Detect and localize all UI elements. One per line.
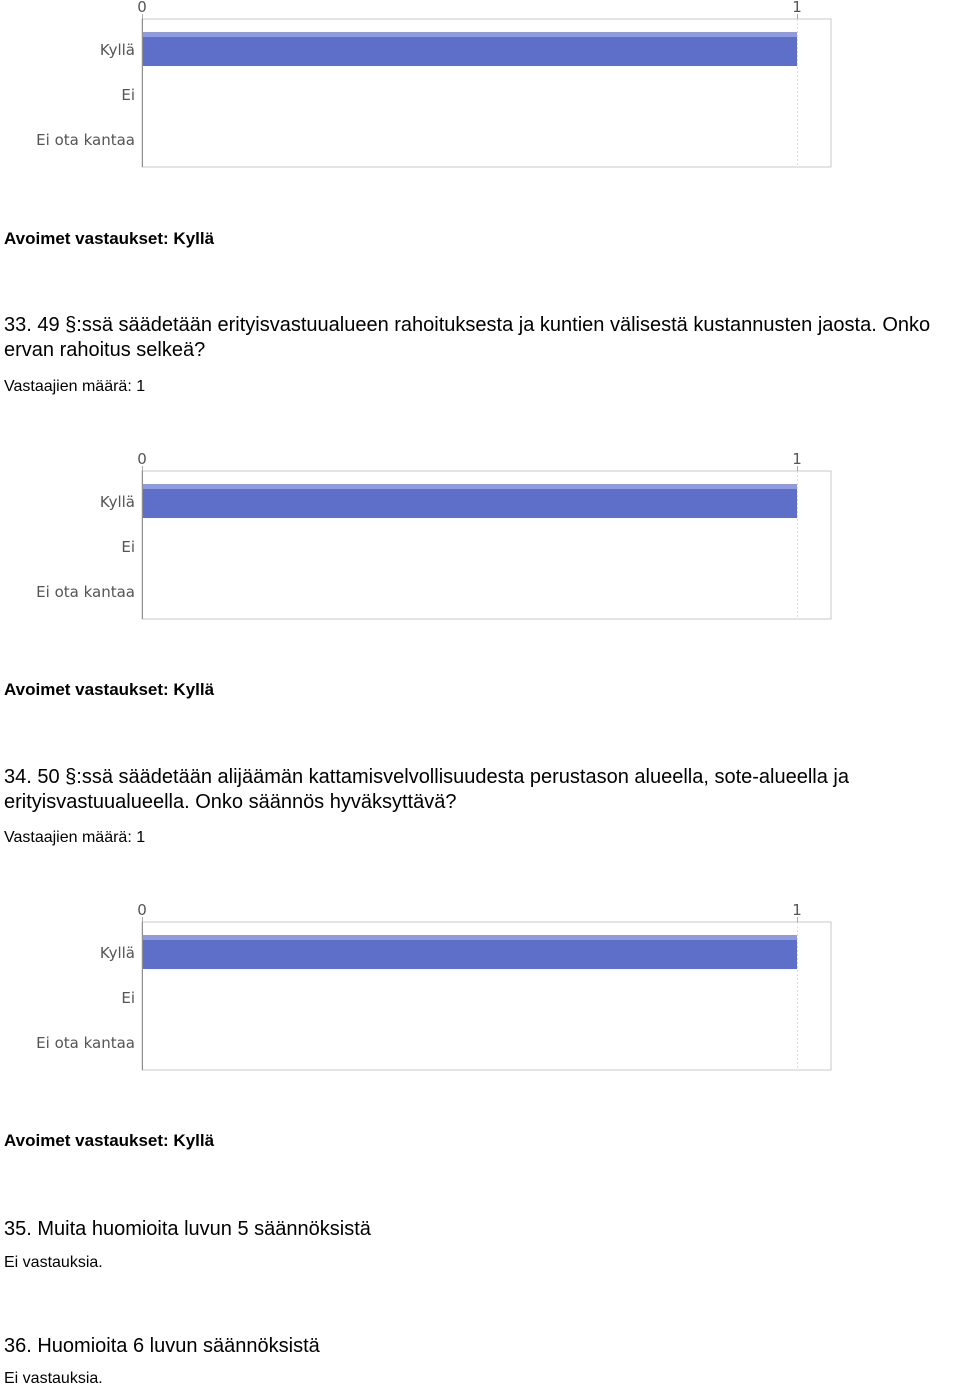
category-label: Ei ota kantaa [36,1034,135,1052]
no-answers-text: Ei vastauksia. [4,1370,103,1387]
question-34-text: 34. 50 §:ssä säädetään alijäämän kattamisvelvollisuudesta perustason alueella, sote-alueella ja erityisvastuualueella. Onko säännös hyväksyttävä? [4,766,849,813]
no-answers-text: Ei vastauksia. [4,1254,103,1271]
x-tick-label: 1 [792,0,802,16]
bar-highlight [143,935,797,940]
bar-chart-q34 [0,900,960,1070]
respondent-count: Vastaajien määrä: 1 [4,829,146,846]
x-tick-label: 0 [137,0,147,16]
bar-chart-svg [0,449,960,624]
category-label: Kyllä [99,493,135,511]
respondent-count: Vastaajien määrä: 1 [4,378,146,395]
bar-chart-svg [0,900,960,1075]
bar [143,935,797,969]
bar-highlight [143,484,797,489]
bar [143,484,797,518]
bar-chart-q32 [0,0,960,167]
question-33-text: 33. 49 §:ssä säädetään erityisvastuualueen rahoituksesta ja kuntien välisestä kustannusten jaosta. Onko ervan rahoitus selkeä? [4,314,931,361]
open-answers-link[interactable]: Avoimet vastaukset: Kyllä [4,1131,215,1150]
question-35-text: 35. Muita huomioita luvun 5 säännöksistä [4,1218,371,1240]
x-tick-label: 0 [137,450,147,468]
bar [143,32,797,66]
category-label: Ei ota kantaa [36,583,135,601]
bar-fill [143,935,797,969]
category-label: Kyllä [99,41,135,59]
x-tick-label: 1 [792,901,802,919]
category-label: Ei [121,86,135,104]
x-tick-label: 1 [792,450,802,468]
open-answers-link[interactable]: Avoimet vastaukset: Kyllä [4,680,215,699]
x-tick-label: 0 [137,901,147,919]
category-label: Kyllä [99,944,135,962]
category-label: Ei [121,538,135,556]
category-label: Ei ota kantaa [36,131,135,149]
category-label: Ei [121,989,135,1007]
bar-highlight [143,32,797,37]
open-answers-link[interactable]: Avoimet vastaukset: Kyllä [4,229,215,248]
bar-fill [143,484,797,518]
bar-fill [143,32,797,66]
bar-chart-svg [0,0,960,172]
question-36-text: 36. Huomioita 6 luvun säännöksistä [4,1335,320,1357]
bar-chart-q33 [0,449,960,619]
